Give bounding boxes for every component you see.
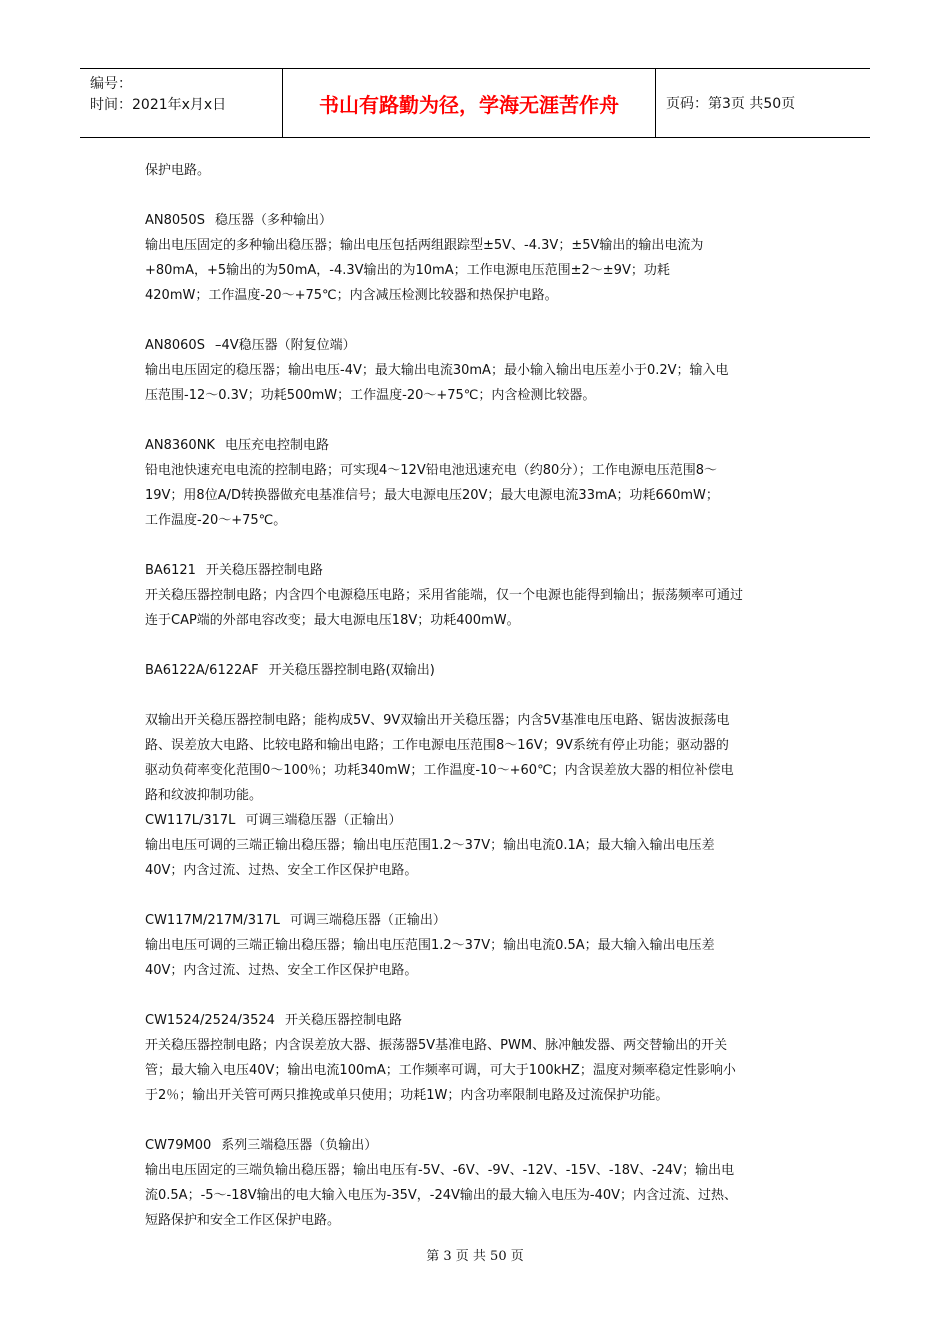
entry-model: AN8050S: [145, 213, 205, 228]
entry-desc: 开关稳压器控制电路: [205, 563, 323, 578]
entry-title: [145, 808, 810, 833]
entry-line: 输出电压可调的三端正输出稳压器；输出电压范围1.2～37V；输出电流0.1A；最大输入输出电压差: [145, 838, 715, 853]
entry-line: 40V；内含过流、过热、安全工作区保护电路。: [145, 863, 418, 878]
entry-title: [145, 1133, 810, 1158]
entry-ba6122a: [145, 658, 810, 808]
entry-title: [145, 208, 810, 233]
header-motto: 书山有路勤为径，学海无涯苦作舟: [282, 69, 656, 137]
entry-an8360nk: [145, 433, 810, 533]
entry-line: 输出电压固定的三端负输出稳压器；输出电压有-5V、-6V、-9V、-12V、-15V、-18V、-24V；输出电: [145, 1163, 735, 1178]
entry-line: 短路保护和安全工作区保护电路。: [145, 1213, 341, 1228]
entry-cw79m00: [145, 1133, 810, 1233]
entry-line: 铅电池快速充电电流的控制电路；可实现4～12V铅电池迅速充电（约80分）；工作电源电压范围8～: [145, 463, 718, 478]
entry-line: 于2％；输出开关管可两只推挽或单只使用；功耗1W；内含功率限制电路及过流保护功能。: [145, 1088, 669, 1103]
entry-line: 开关稳压器控制电路；内含误差放大器、振荡器5V基准电路、PWM、脉冲触发器、两交替输出的开关: [145, 1038, 728, 1053]
entry-desc: 开关稳压器控制电路: [284, 1013, 402, 1028]
entry-title: [145, 1008, 810, 1033]
entry-desc: –4V稳压器（附复位端）: [214, 338, 356, 353]
entry-desc: 开关稳压器控制电路(双输出): [268, 663, 435, 678]
entry-line: 流0.5A；-5～-18V输出的电大输入电压为-35V，-24V输出的最大输入电压为-40V；内含过流、过热、: [145, 1188, 738, 1203]
entry-model: CW1524/2524/3524: [145, 1013, 275, 1028]
entry-an8060s: [145, 333, 810, 408]
entry-cw1524: [145, 1008, 810, 1108]
entry-title: [145, 658, 810, 683]
document-date-label: 时间：2021年x月x日: [90, 97, 227, 113]
entry-desc: 可调三端稳压器（正输出）: [289, 913, 446, 928]
document-body: [145, 158, 810, 1233]
entry-line: 输出电压固定的稳压器；输出电压-4V；最大输出电流30mA；最小输入输出电压差小于0.2V；输入电: [145, 363, 729, 378]
entry-line: 驱动负荷率变化范围0～100％；功耗340mW；工作温度-10～+60℃；内含误差放大器的相位补偿电: [145, 763, 734, 778]
entry-line: 420mW；工作温度-20～+75℃；内含减压检测比较器和热保护电路。: [145, 288, 558, 303]
entry-line: 路和纹波抑制功能。: [145, 788, 263, 803]
entry-title: [145, 558, 810, 583]
header-left-cell: [80, 69, 282, 137]
entry-model: CW79M00: [145, 1138, 212, 1153]
entry-line: 19V；用8位A/D转换器做充电基准信号；最大电源电压20V；最大电源电流33mA；功耗660mW；: [145, 488, 719, 503]
entry-line: 40V；内含过流、过热、安全工作区保护电路。: [145, 963, 418, 978]
entry-title: [145, 433, 810, 458]
entry-cw117l: [145, 808, 810, 883]
entry-line: 工作温度-20～+75℃。: [145, 513, 287, 528]
entry-ba6121: [145, 558, 810, 633]
entry-desc: 稳压器（多种输出）: [214, 213, 332, 228]
entry-line: 输出电压可调的三端正输出稳压器；输出电压范围1.2～37V；输出电流0.5A；最大输入输出电压差: [145, 938, 715, 953]
page-header: [80, 68, 870, 138]
entry-desc: 可调三端稳压器（正输出）: [245, 813, 402, 828]
entry-desc: 电压充电控制电路: [224, 438, 329, 453]
entry-model: AN8060S: [145, 338, 205, 353]
entry-line: 双输出开关稳压器控制电路；能构成5V、9V双输出开关稳压器；内含5V基准电压电路、锯齿波振荡电: [145, 713, 730, 728]
entry-line: 压范围-12～0.3V；功耗500mW；工作温度-20～+75℃；内含检测比较器。: [145, 388, 596, 403]
entry-title: [145, 908, 810, 933]
entry-model: BA6121: [145, 563, 196, 578]
page-footer: 第 3 页 共 50 页: [426, 1249, 524, 1264]
entry-line: 连于CAP端的外部电容改变；最大电源电压18V；功耗400mW。: [145, 613, 520, 628]
entry-line: 输出电压固定的多种输出稳压器；输出电压包括两组跟踪型±5V、-4.3V；±5V输出的输出电流为: [145, 238, 704, 253]
entry-cw117m: [145, 908, 810, 983]
entry-model: CW117M/217M/317L: [145, 913, 280, 928]
entry-model: CW117L/317L: [145, 813, 236, 828]
document-number-label: 编号：: [90, 76, 132, 92]
entry-model: AN8360NK: [145, 438, 215, 453]
entry-line: 路、误差放大电路、比较电路和输出电路；工作电源电压范围8～16V；9V系统有停止功能；驱动器的: [145, 738, 729, 753]
entry-title: [145, 333, 810, 358]
entry-desc: 系列三端稳压器（负输出）: [221, 1138, 378, 1153]
entry-line: +80mA，+5输出的为50mA，-4.3V输出的为10mA；工作电源电压范围±2～±9V；功耗: [145, 263, 670, 278]
header-page-info: 页码：第3页 共50页: [666, 96, 796, 112]
intro-text: 保护电路。: [145, 163, 211, 178]
entry-an8050s: [145, 208, 810, 308]
entry-line: 管；最大输入电压40V；输出电流100mA；工作频率可调，可大于100kHZ；温度对频率稳定性影响小: [145, 1063, 736, 1078]
entry-model: BA6122A/6122AF: [145, 663, 259, 678]
entry-line: 开关稳压器控制电路；内含四个电源稳压电路；采用省能端，仅一个电源也能得到输出；振荡频率可通过: [145, 588, 744, 603]
